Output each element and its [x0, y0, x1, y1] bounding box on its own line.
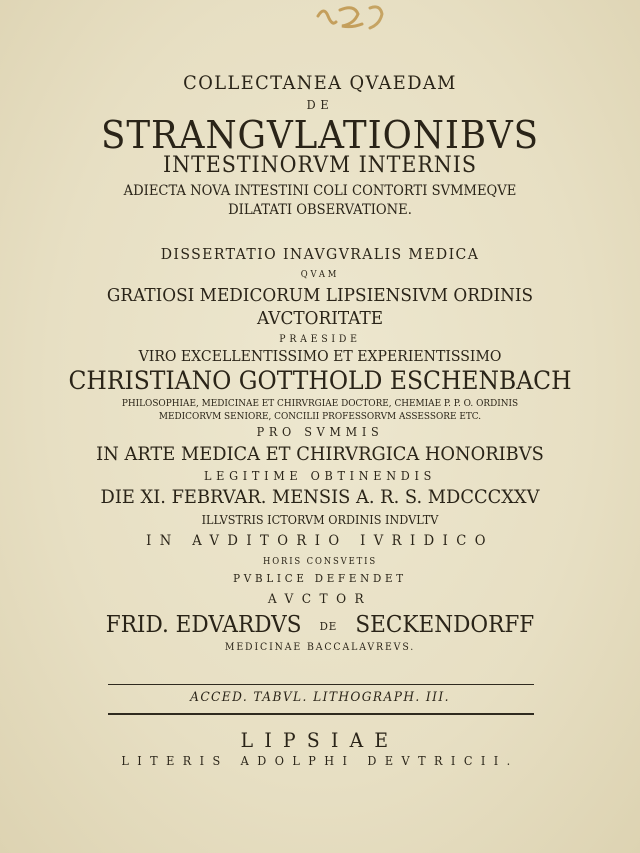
main-title: STRANGVLATIONIBVS: [100, 113, 540, 157]
line-pro-summis: PRO SVMMIS: [256, 425, 384, 439]
line-adiecta-2: DILATATI OBSERVATIONE.: [228, 202, 412, 218]
line-illustris: ILLVSTRIS ICTORVM ORDINIS INDVLTV: [201, 513, 439, 527]
line-de: DE: [306, 98, 334, 112]
line-publice: PVBLICE DEFENDET: [233, 572, 407, 585]
praeses-titles-2: MEDICORVM SENIORE, CONCILII PROFESSORVM ASSESSORE ETC.: [158, 411, 482, 422]
line-in-auditorio: IN AVDITORIO IVRIDICO: [146, 533, 494, 549]
line-qvam: QVAM: [300, 270, 340, 280]
line-gratiosi: GRATIOSI MEDICORUM LIPSIENSIVM ORDINIS: [106, 285, 534, 306]
dissertation-title: DISSERTATIO INAVGVRALIS MEDICA: [160, 245, 480, 263]
author-degree: MEDICINAE BACCALAVREVS.: [224, 642, 416, 653]
imprint-city: LIPSIAE: [240, 728, 400, 752]
rule-upper: [108, 684, 534, 685]
imprint-printer: LITERIS ADOLPHI DEVTRICII.: [121, 754, 519, 768]
author-particle: DE: [319, 619, 338, 633]
line-adiecta-1: ADIECTA NOVA INTESTINI COLI CONTORTI SVMMEQVE: [123, 183, 517, 199]
supplement-note: ACCED. TABVL. LITHOGRAPH. III.: [190, 690, 450, 705]
line-auctoritate: AVCTORITATE: [256, 308, 384, 329]
line-praeside: PRAESIDE: [279, 334, 361, 345]
author-last-name: SECKENDORFF: [355, 612, 535, 638]
praeses-name: CHRISTIANO GOTTHOLD ESCHENBACH: [68, 366, 572, 395]
subtitle: INTESTINORVM INTERNIS: [163, 153, 477, 178]
praeses-titles-1: PHILOSOPHIAE, MEDICINAE ET CHIRVRGIAE DOCTORE, CHEMIAE P. P. O. ORDINIS: [121, 398, 519, 409]
line-auctor: AVCTOR: [267, 592, 373, 607]
author-line: [20, 612, 620, 638]
line-in-arte: IN ARTE MEDICA ET CHIRVRGICA HONORIBVS: [96, 443, 544, 465]
line-viro: VIRO EXCELLENTISSIMO ET EXPERIENTISSIMO: [138, 347, 502, 365]
author-first-name: FRID. EDVARDVS: [105, 612, 302, 638]
line-date: DIE XI. FEBRVAR. MENSIS A. R. S. MDCCCXXV: [100, 486, 540, 508]
line-horis: HORIS CONSVETIS: [262, 557, 378, 567]
rule-lower: [108, 713, 534, 715]
line-collectanea: COLLECTANEA QVAEDAM: [183, 72, 457, 94]
handwritten-mark: [300, 2, 410, 42]
line-legitime: LEGITIME OBTINENDIS: [204, 469, 436, 483]
